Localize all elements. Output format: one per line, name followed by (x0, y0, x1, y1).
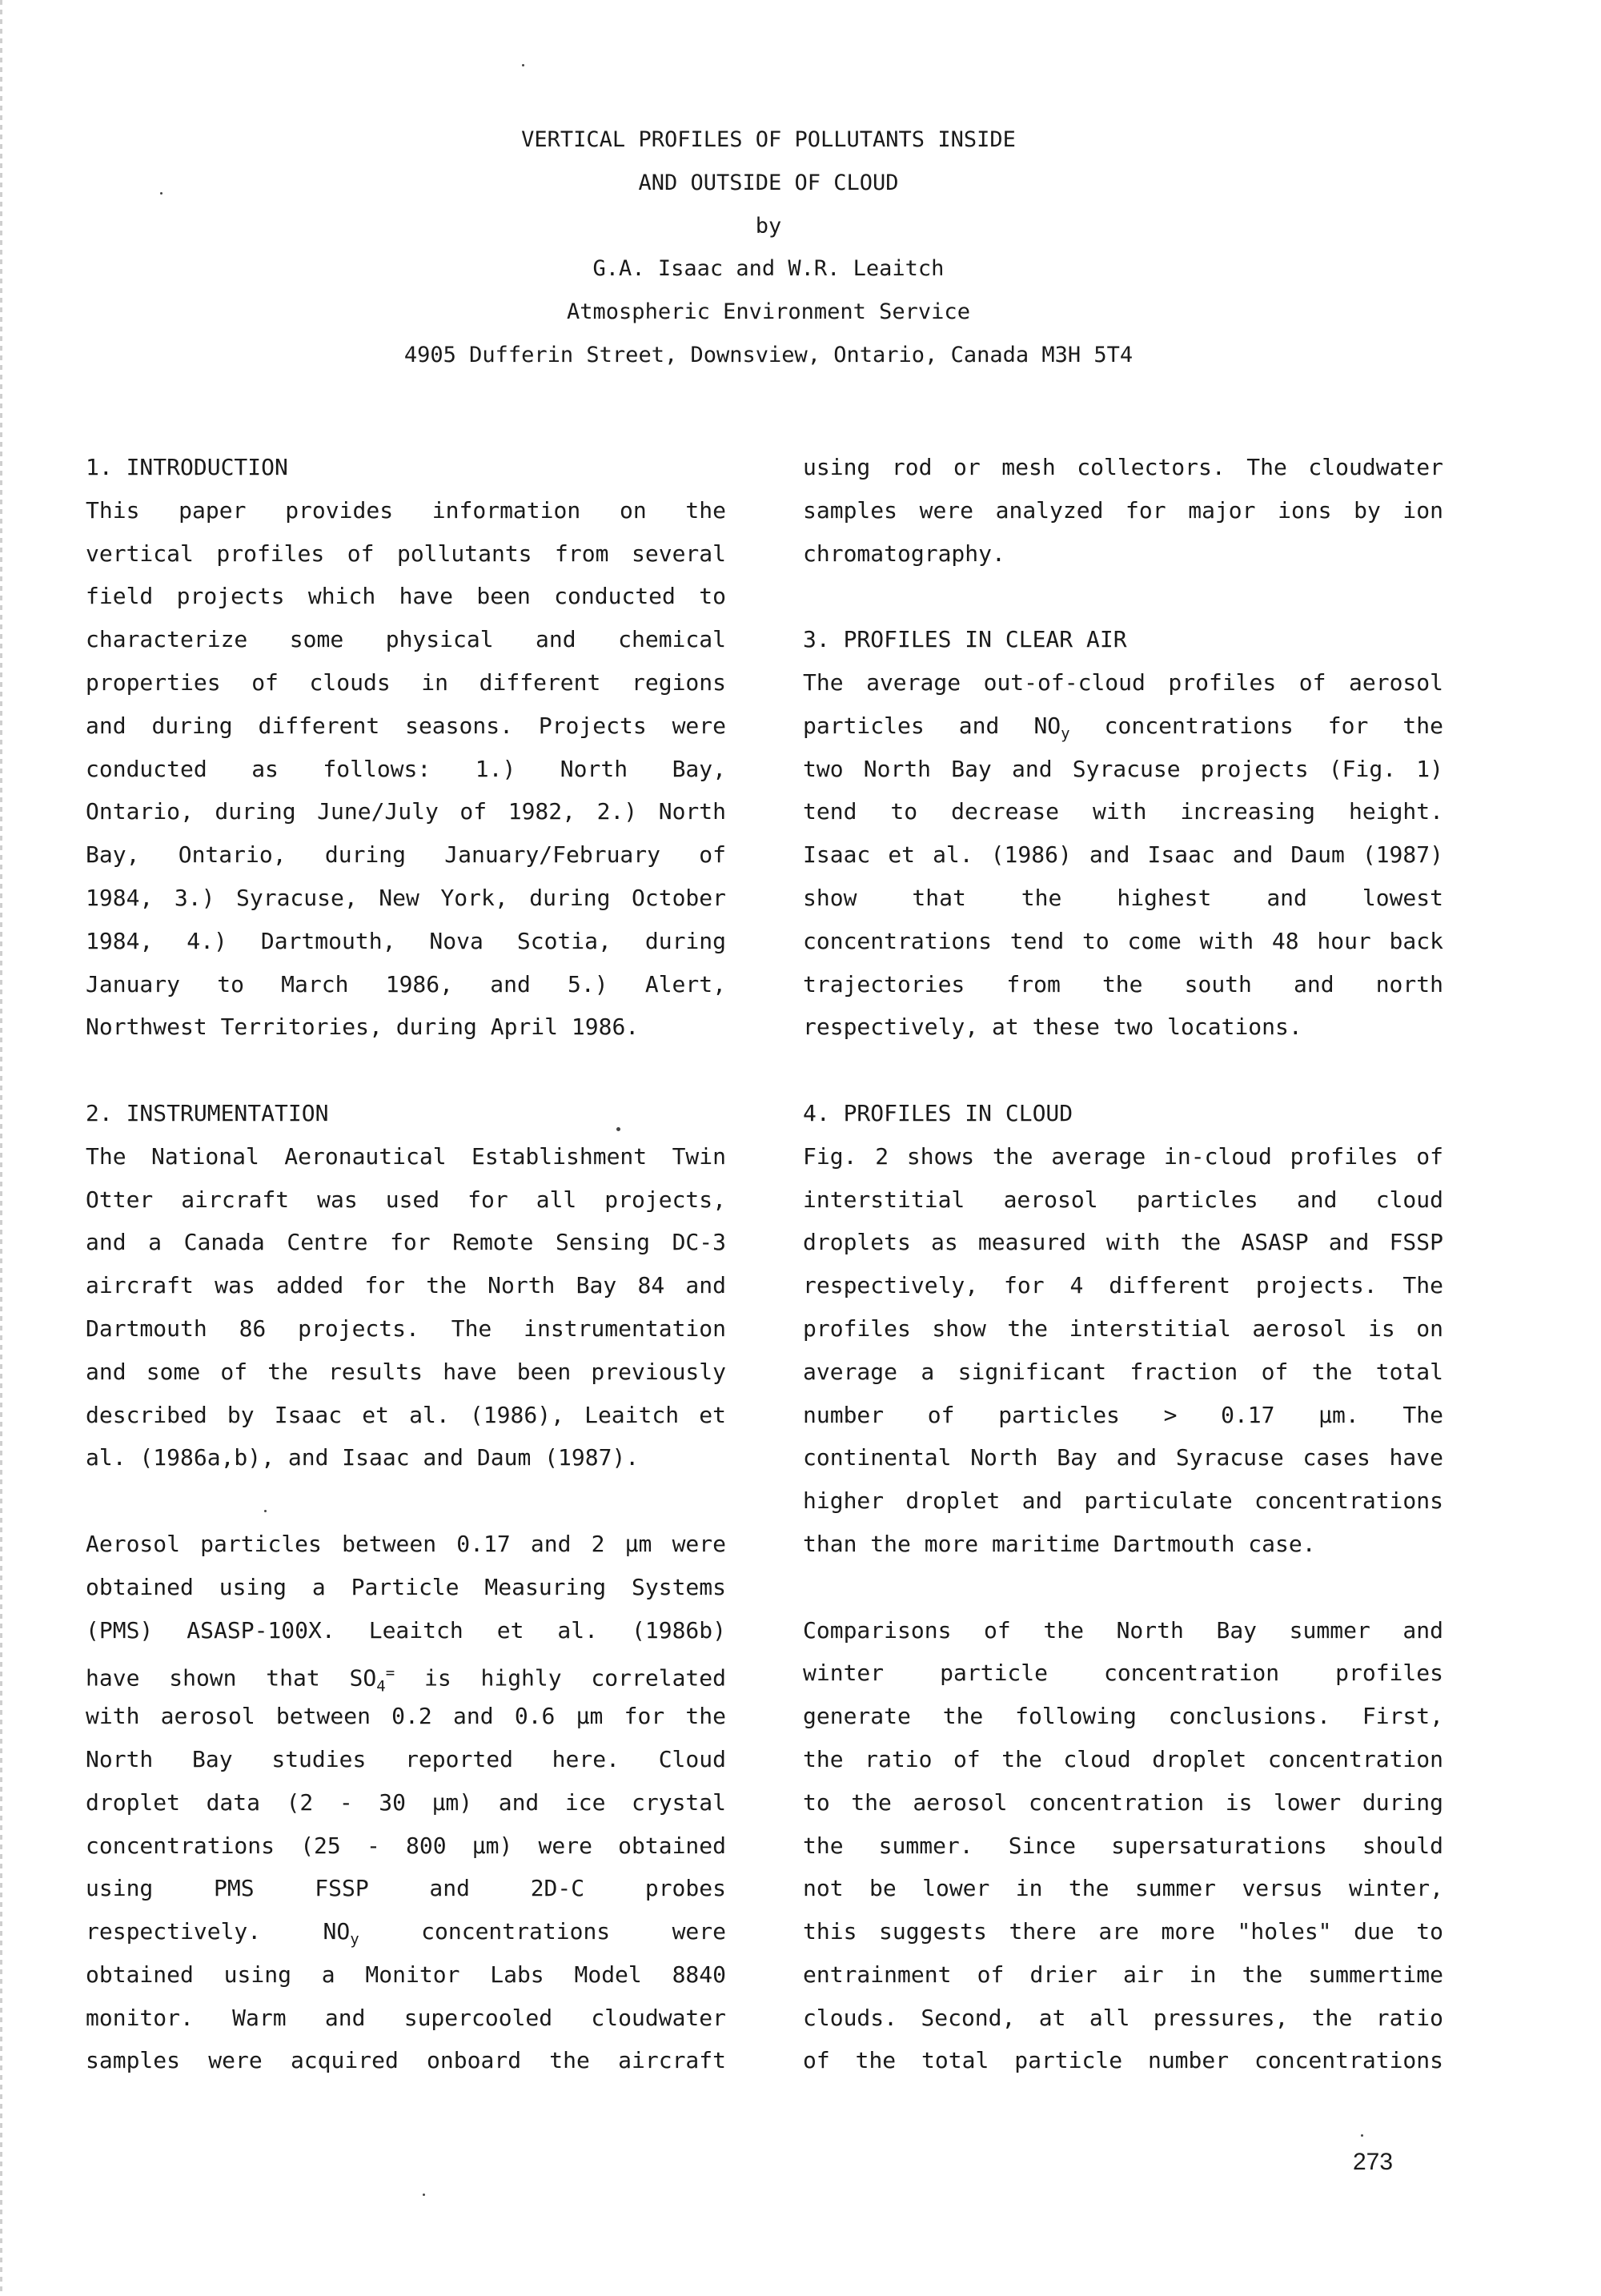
text-line: (PMS) ASASP-100X. Leaitch et al. (1986b) (86, 1616, 726, 1644)
text-line: profiles show the interstitial aerosol is on (803, 1315, 1443, 1342)
text-line: samples were acquired onboard the aircraft (86, 2047, 726, 2074)
text-line: respectively, at these two locations. (803, 1014, 1302, 1041)
text-line: al. (1986a,b), and Isaac and Daum (1987). (86, 1444, 640, 1471)
aerosol-paragraph (86, 1523, 726, 2082)
title-line-1: VERTICAL PROFILES OF POLLUTANTS INSIDE (521, 127, 1016, 152)
scan-speck (264, 1510, 267, 1512)
text-line: droplet data (2 - 30 μm) and ice crystal (86, 1788, 726, 1816)
text-line: this suggests there are more "holes" due to (803, 1918, 1443, 1945)
text-line: interstitial aerosol particles and cloud (803, 1186, 1443, 1213)
page-number: 273 (1353, 2149, 1394, 2175)
scan-edge (0, 0, 2, 2296)
text-fragment: have shown that SO (86, 1664, 377, 1692)
text-line: using rod or mesh collectors. The cloudwater (803, 454, 1443, 480)
text-line: Dartmouth 86 projects. The instrumentation (86, 1315, 726, 1342)
text-line: Fig. 2 shows the average in-cloud profiles of (803, 1142, 1443, 1170)
text-line: field projects which have been conducted to (86, 583, 726, 610)
text-line: Bay, Ontario, during January/February of (86, 841, 726, 869)
text-line: two North Bay and Syracuse projects (Fig. 1) (803, 755, 1443, 782)
text-line: Ontario, during June/July of 1982, 2.) North (86, 798, 726, 825)
text-fragment: particles and NO (803, 712, 1061, 739)
text-line: with aerosol between 0.2 and 0.6 μm for the (86, 1703, 726, 1730)
affiliation: Atmospheric Environment Service (567, 299, 970, 325)
left-column (86, 446, 726, 2082)
text-line: Isaac et al. (1986) and Isaac and Daum (1987) (803, 841, 1443, 869)
text-line: than the more maritime Dartmouth case. (803, 1530, 1316, 1557)
text-line: and a Canada Centre for Remote Sensing DC-3 (86, 1229, 726, 1256)
text-line: clouds. Second, at all pressures, the ratio (803, 2004, 1443, 2031)
scan-speck (423, 2194, 425, 2196)
instrumentation-body (86, 1135, 726, 1479)
text-line: respectively, for 4 different projects. The (803, 1272, 1443, 1299)
right-column (803, 446, 1443, 2082)
noy-subscript: y (350, 1930, 359, 1949)
text-line: concentrations (25 - 800 μm) were obtained (86, 1832, 726, 1859)
text-line: conducted as follows: 1.) North Bay, (86, 755, 726, 782)
text-line: Northwest Territories, during April 1986. (86, 1014, 640, 1041)
by-line: by (755, 213, 782, 239)
text-line: show that the highest and lowest (803, 884, 1443, 911)
text-fragment: is highly correlated (395, 1664, 726, 1692)
text-line: the ratio of the cloud droplet concentration (803, 1745, 1443, 1772)
text-line: 1984, 4.) Dartmouth, Nova Scotia, during (86, 927, 726, 954)
text-line: number of particles > 0.17 μm. The (803, 1401, 1443, 1428)
text-line: using PMS FSSP and 2D-C probes (86, 1875, 726, 1902)
text-line: higher droplet and particulate concentrations (803, 1487, 1443, 1515)
address: 4905 Dufferin Street, Downsview, Ontario, Canada M3H 5T4 (403, 342, 1134, 367)
text-line-noy (86, 1910, 726, 1953)
text-line: generate the following conclusions. First, (803, 1703, 1443, 1730)
text-line: This paper provides information on the (86, 496, 726, 524)
section-heading-instrumentation: 2. INSTRUMENTATION (86, 1099, 329, 1126)
paper-header (240, 118, 1297, 377)
text-line: characterize some physical and chemical (86, 626, 726, 653)
text-line: tend to decrease with increasing height. (803, 798, 1443, 825)
continuation-paragraph (803, 446, 1443, 575)
authors: G.A. Isaac and W.R. Leaitch (592, 256, 945, 282)
text-line: Comparisons of the North Bay summer and (803, 1616, 1443, 1644)
text-line: to the aerosol concentration is lower during (803, 1788, 1443, 1816)
text-line: obtained using a Monitor Labs Model 8840 (86, 1961, 726, 1988)
introduction-body (86, 489, 726, 1049)
text-line: samples were analyzed for major ions by ion (803, 496, 1443, 524)
text-line: entrainment of drier air in the summertime (803, 1961, 1443, 1988)
text-line: January to March 1986, and 5.) Alert, (86, 970, 726, 997)
text-line: vertical profiles of pollutants from several (86, 540, 726, 567)
text-line: The National Aeronautical Establishment Twin (86, 1142, 726, 1170)
text-line: chromatography. (803, 540, 1005, 567)
so4-subscript: $_4$= (376, 1664, 395, 1696)
text-line-so4 (86, 1652, 726, 1695)
scan-speck (616, 1127, 620, 1131)
text-line: not be lower in the summer versus winter, (803, 1875, 1443, 1902)
clear-air-body (803, 661, 1443, 1049)
text-line: Aerosol particles between 0.17 and 2 μm were (86, 1530, 726, 1557)
text-line: monitor. Warm and supercooled cloudwater (86, 2004, 726, 2031)
text-line: The average out-of-cloud profiles of aerosol (803, 668, 1443, 696)
noy-subscript: y (1061, 725, 1070, 743)
text-line: Otter aircraft was used for all projects, (86, 1186, 726, 1213)
text-fragment: respectively. NO (86, 1918, 351, 1945)
text-line: aircraft was added for the North Bay 84 and (86, 1272, 726, 1299)
text-line: North Bay studies reported here. Cloud (86, 1745, 726, 1772)
text-fragment: concentrations for the (1069, 712, 1443, 739)
text-line: droplets as measured with the ASASP and FSSP (803, 1229, 1443, 1256)
text-line: trajectories from the south and north (803, 970, 1443, 997)
text-line: winter particle concentration profiles (803, 1660, 1443, 1687)
comparisons-paragraph (803, 1609, 1443, 2083)
text-line-noy (803, 704, 1443, 748)
text-line: of the total particle number concentrations (803, 2047, 1443, 2074)
text-line: properties of clouds in different regions (86, 668, 726, 696)
section-heading-in-cloud: 4. PROFILES IN CLOUD (803, 1099, 1073, 1126)
text-line: obtained using a Particle Measuring Systems (86, 1573, 726, 1600)
text-line: concentrations tend to come with 48 hour back (803, 927, 1443, 954)
scan-speck (522, 64, 524, 66)
scan-speck (160, 192, 163, 195)
text-line: continental North Bay and Syracuse cases have (803, 1444, 1443, 1471)
text-line: and some of the results have been previously (86, 1358, 726, 1385)
section-heading-clear-air: 3. PROFILES IN CLEAR AIR (803, 626, 1127, 653)
text-line: average a significant fraction of the total (803, 1358, 1443, 1385)
text-line: described by Isaac et al. (1986), Leaitch et (86, 1401, 726, 1428)
text-fragment: concentrations were (359, 1918, 726, 1945)
section-heading-introduction: 1. INTRODUCTION (86, 454, 288, 480)
scan-speck (1361, 2134, 1363, 2137)
text-line: the summer. Since supersaturations should (803, 1832, 1443, 1859)
title-line-2: AND OUTSIDE OF CLOUD (638, 170, 899, 195)
text-line: 1984, 3.) Syracuse, New York, during October (86, 884, 726, 911)
text-line: and during different seasons. Projects were (86, 712, 726, 739)
in-cloud-body (803, 1135, 1443, 1566)
